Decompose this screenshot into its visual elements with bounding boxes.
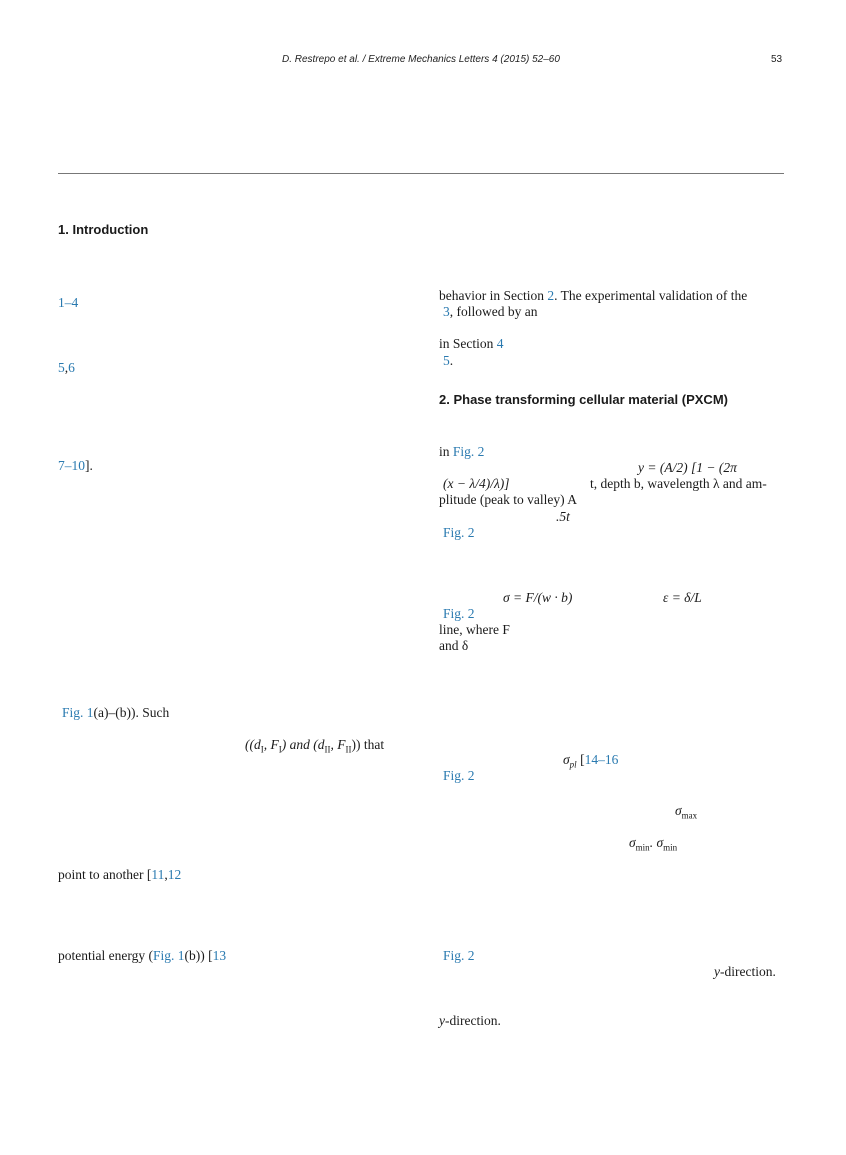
citation-11[interactable]: 11 <box>151 867 165 882</box>
citation-11-12-line: point to another [11,12 <box>58 867 182 882</box>
fig2-link-a[interactable]: Fig. 2 <box>452 444 485 459</box>
sigma-min: $\sigma_{min}$. $\sigma_{min}$ <box>629 835 678 853</box>
running-title: D. Restrepo et al. / Extreme Mechanics Letters 4 (2015) 52–60 <box>282 54 560 65</box>
y-direction-2: y-direction. <box>439 1013 501 1028</box>
sinusoid-equation: y = (A/2) [1 − (2π <box>638 460 737 475</box>
citation-7-10: 7–10]. <box>58 458 93 473</box>
citation-14-16[interactable]: 14–16 <box>584 752 619 767</box>
amplitude-line: plitude (peak to valley) A <box>439 492 577 507</box>
section-4-line: in Section 4 <box>439 336 504 351</box>
page-number: 53 <box>771 54 783 65</box>
fig2-link-d[interactable]: Fig. 2 <box>443 768 475 783</box>
thickness-ratio: .5t <box>556 509 570 524</box>
citation-6[interactable]: 6 <box>68 360 75 375</box>
geometry-params: t, depth b, wavelength λ and am- <box>590 476 767 491</box>
fig2-link-c[interactable]: Fig. 2 <box>443 606 475 621</box>
sinusoid-equation-cont: (x − λ/4)/λ)] <box>443 476 510 491</box>
citation-5-6: 5,6 <box>58 360 75 375</box>
section-3-link[interactable]: 3 <box>443 304 450 319</box>
fig1-link[interactable]: Fig. 1 <box>62 705 94 720</box>
citation-13[interactable]: 13 <box>212 948 227 963</box>
section-heading-pxcm: 2. Phase transforming cellular material (PXCM) <box>439 392 728 407</box>
section-4-link[interactable]: 4 <box>496 336 504 351</box>
sigma-pl-citation: $\sigma_{pl}$ [14–16 <box>563 752 619 770</box>
y-direction-1: y-direction. <box>714 964 776 979</box>
fig1-reference-line: Fig. 1(a)–(b)). Such <box>62 705 170 720</box>
header-rule <box>58 173 784 174</box>
fig2-line-a: in Fig. 2 <box>439 444 485 459</box>
fig2-link-e[interactable]: Fig. 2 <box>443 948 475 963</box>
section-5-link[interactable]: 5 <box>443 353 450 368</box>
section-overview-line-1: behavior in Section 2. The experimental validation of the <box>439 288 748 303</box>
citation-13-line: potential energy (Fig. 1(b)) [13 <box>58 948 227 963</box>
citation-5[interactable]: 5 <box>58 360 65 375</box>
fig1b-link[interactable]: Fig. 1 <box>152 948 185 963</box>
citation-12[interactable]: 12 <box>167 867 182 882</box>
displacement-definition: and δ <box>439 638 469 653</box>
section-overview-line-2: 3, followed by an <box>443 304 538 319</box>
force-definition: line, where F <box>439 622 510 637</box>
citation-1-4[interactable]: 1–4 <box>58 295 79 310</box>
sigma-max: $\sigma_{max}$ <box>675 803 698 821</box>
section-5-line: 5. <box>443 353 454 368</box>
stress-equation: σ = F/(w · b) <box>503 590 573 605</box>
strain-equation: ε = δ/L <box>663 590 702 605</box>
section-2-link[interactable]: 2 <box>547 288 555 303</box>
equilibrium-points: (($d_I$, $F_I$) and ($d_{II}$, $F_{II}$)) that <box>245 737 385 755</box>
section-heading-introduction: 1. Introduction <box>58 222 149 237</box>
fig2-link-b[interactable]: Fig. 2 <box>443 525 475 540</box>
